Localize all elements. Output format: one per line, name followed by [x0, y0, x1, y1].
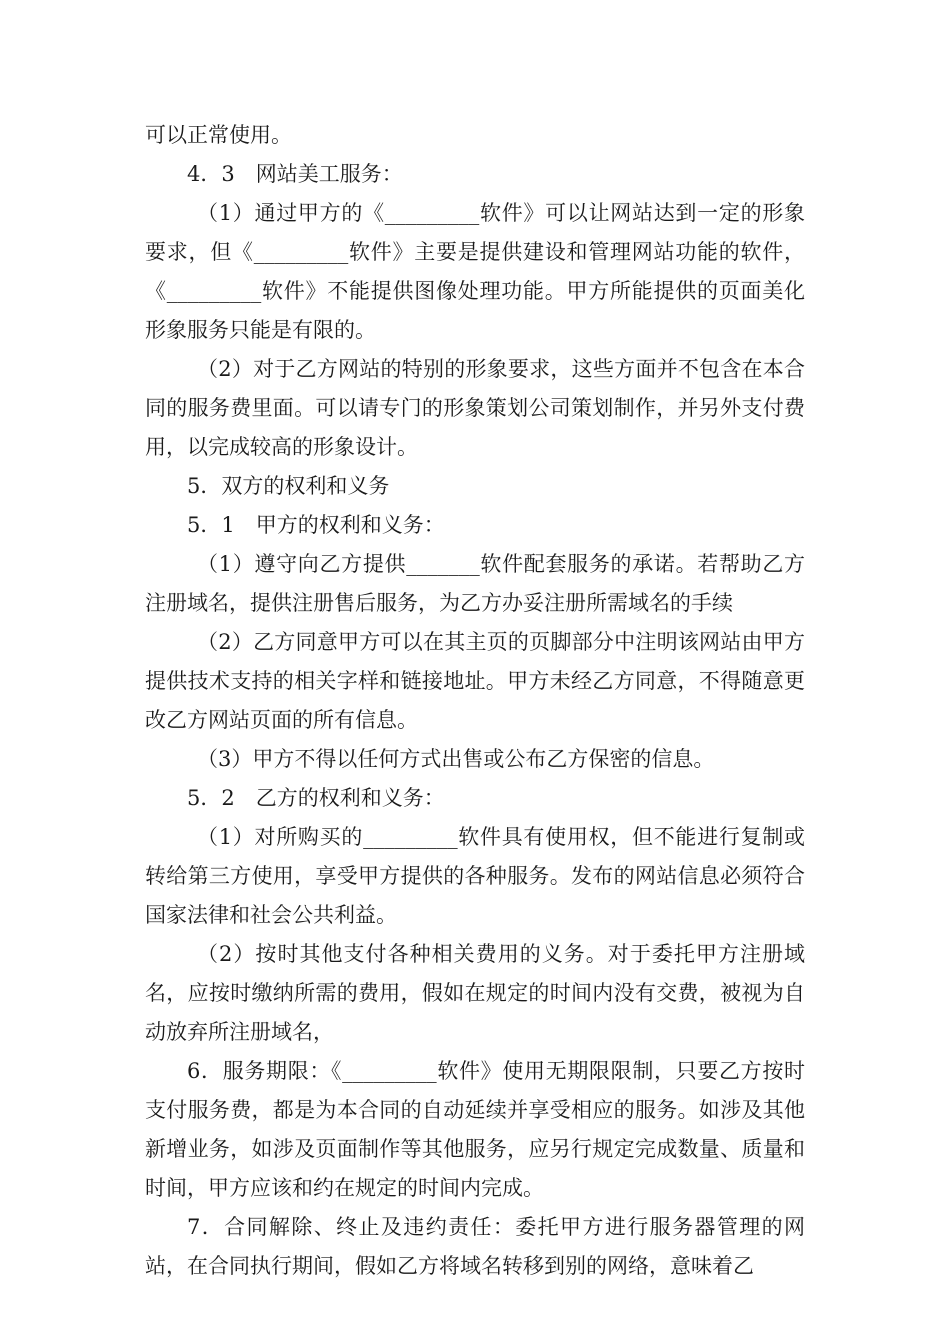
- clause-5-1-3: （3）甲方不得以任何方式出售或公布乙方保密的信息。: [197, 747, 715, 771]
- section-heading-5-1: 5．1 甲方的权利和义务：: [187, 513, 445, 537]
- section-7-termination: 7．合同解除、终止及违约责任：委托甲方进行服务器管理的网站，在合同执行期间，假如乙方将域名转移到别的网络，意味着乙: [145, 1215, 805, 1278]
- clause-4-3-2: （2）对于乙方网站的特别的形象要求，这些方面并不包含在本合同的服务费里面。可以请专门的形象策划公司策划制作，并另外支付费用，以完成较高的形象设计。: [145, 357, 805, 459]
- section-heading-5-2: 5．2 乙方的权利和义务：: [187, 786, 445, 810]
- clause-4-3-1: （1）通过甲方的《_________软件》可以让网站达到一定的形象要求，但《_________软件》主要是提供建设和管理网站功能的软件，《_________软件》不能提供图像处理功能。甲方所能提供的页面美化形象服务只能是有限的。: [145, 201, 805, 342]
- document-page: [145, 116, 805, 1286]
- clause-5-2-2: （2）按时其他支付各种相关费用的义务。对于委托甲方注册域名，应按时缴纳所需的费用，假如在规定的时间内没有交费，被视为自动放弃所注册域名，: [145, 942, 805, 1044]
- clause-5-2-1: （1）对所购买的_________软件具有使用权，但不能进行复制或转给第三方使用，享受甲方提供的各种服务。发布的网站信息必须符合国家法律和社会公共利益。: [145, 825, 805, 927]
- section-heading-5: 5．双方的权利和义务: [187, 474, 390, 498]
- clause-5-1-1: （1）遵守向乙方提供_______软件配套服务的承诺。若帮助乙方注册域名，提供注册售后服务，为乙方办妥注册所需域名的手续: [145, 552, 805, 615]
- section-heading-4-3: 4．3 网站美工服务：: [187, 162, 403, 186]
- section-6-service-term: 6．服务期限：《_________软件》使用无期限限制，只要乙方按时支付服务费，都是为本合同的自动延续并享受相应的服务。如涉及其他新增业务，如涉及页面制作等其他服务，应另行规定完成数量、质量和时间，甲方应该和约在规定的时间内完成。: [145, 1059, 805, 1200]
- clause-5-1-2: （2）乙方同意甲方可以在其主页的页脚部分中注明该网站由甲方提供技术支持的相关字样和链接地址。甲方未经乙方同意，不得随意更改乙方网站页面的所有信息。: [145, 630, 805, 732]
- paragraph-continuation: 可以正常使用。: [145, 123, 292, 147]
